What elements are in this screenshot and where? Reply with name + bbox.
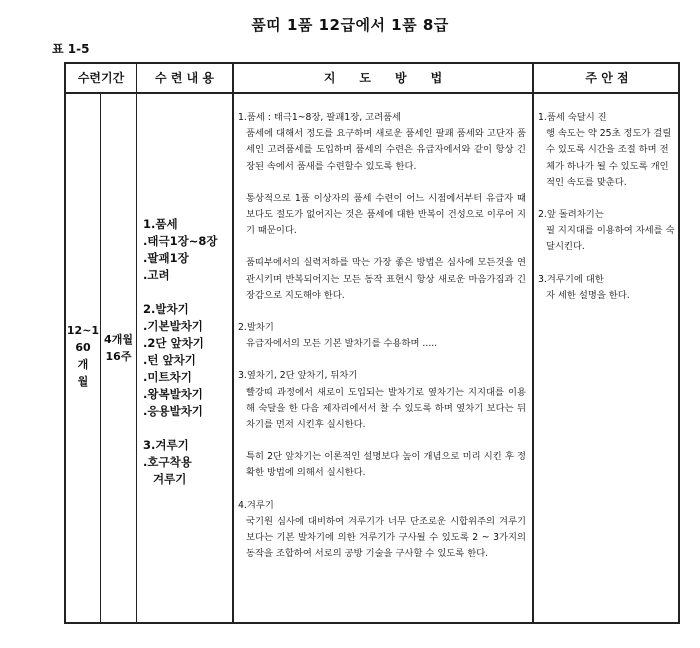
method-heading: 4.겨루기 (238, 499, 274, 511)
content-gap (143, 420, 232, 437)
header-period: 수련기간 (77, 71, 125, 85)
note-heading: 3.겨루기에 대한 (538, 273, 604, 285)
weeks-line-1: 4개월 (104, 333, 133, 346)
notes-cell (534, 110, 680, 320)
content-line: .태극1장~8장 (143, 234, 218, 248)
method-block-sparring (238, 498, 526, 563)
content-gap (143, 284, 232, 301)
content-line: .턴 앞차기 (143, 353, 196, 367)
method-heading: 3.옆차기, 2단 앞차기, 뒤차기 (238, 370, 358, 382)
page-title: 품띠 1품 12급에서 1품 8급 (251, 16, 449, 34)
content-cell (137, 216, 232, 488)
method-text: 유급자에서의 모든 기본 발차기를 수용하며 ..... (246, 338, 438, 350)
note-heading: 1.품세 숙달시 진 (538, 112, 607, 123)
method-cell (234, 110, 532, 562)
note-item-poomsae (538, 110, 676, 191)
method-block-poomsae-2 (238, 191, 526, 240)
method-text: 국기원 심사에 대비하여 겨루기가 너무 단조로운 시합위주의 겨루기보다는 기본 발차기에 의한 겨루기가 구사될 수 있도록 2 ~ 3가지의 동작을 조합하여 서로의 공방 기술을 구사할 수 있도록 한다. (246, 515, 526, 560)
method-heading: 1.품세 : 태극1~8장, 팔괘1장, 고려품세 (238, 112, 402, 123)
content-line: 3.겨루기 (143, 438, 189, 452)
note-item-kick (538, 207, 676, 256)
method-block-poomsae-3 (238, 255, 526, 304)
note-text: 행 속도는 약 25초 정도가 걸릴 수 있도록 시간을 조절 하며 전체가 하나가 될 수 있도록 개인적인 속도를 맞춘다. (546, 128, 672, 188)
content-line: .고려 (143, 268, 170, 282)
period-line-1: 12~1 (66, 324, 100, 337)
header-notes: 주 안 점 (585, 71, 629, 85)
method-text: 빨강띠 과정에서 새로이 도입되는 발차기로 옆차기는 지지대를 이용해 숙달을 한 다음 제자리에서서 찰 수 있도록 하며 옆차기 보다는 뒤차기를 먼저 시킨후 실시한다. (246, 386, 526, 431)
method-text: 품띠부에서의 실력저하를 막는 가장 좋은 방법은 심사에 모든것을 연관시키며 반복되어지는 모든 동작 표현시 항상 새로운 마음가짐과 긴장감으로 지도해야 한다. (246, 257, 526, 301)
content-line: 겨루기 (153, 472, 187, 486)
note-text: 필 지지대를 이용하여 자세를 숙달시킨다. (546, 225, 675, 253)
content-line: .호구착용 (143, 455, 192, 469)
note-item-sparring (538, 272, 676, 304)
content-line: .팔괘1장 (143, 251, 189, 265)
weeks-line-2: 16주 (105, 350, 132, 363)
header-content: 수 련 내 용 (155, 71, 214, 85)
method-heading: 2.발차기 (238, 322, 274, 334)
period-line-3: 개 (77, 358, 89, 371)
weeks-cell (101, 331, 136, 365)
content-line: .왕복발차기 (143, 387, 203, 401)
method-text: 품세에 대해서 정도를 요구하며 새로운 품세인 팔괘 품세와 고단자 품세인 고려품세를 도입하며 품세의 수련은 유급자에서와 같이 항상 긴장된 속에서 품새를 수련할수 있도록 한다. (246, 128, 526, 172)
method-text: 통상적으로 1품 이상자의 품세 수련이 어느 시점에서부터 유급자 때보다도 절도가 없어지는 것은 품세에 대한 반복이 건성으로 이루어 지기 때문이다. (246, 192, 526, 237)
curriculum-table (64, 62, 680, 624)
method-text: 특히 2단 앞차기는 이론적인 설명보다 높이 개념으로 미리 시킨 후 정확한 방법에 의해서 실시한다. (246, 451, 526, 479)
note-text: 자 세한 설명을 한다. (546, 289, 630, 301)
content-line: .미트차기 (143, 370, 192, 384)
header-method: 지 도 방 법 (323, 71, 443, 85)
content-line: .기본발차기 (143, 319, 203, 333)
table-label: 표 1-5 (52, 42, 90, 56)
period-line-4: 월 (77, 375, 89, 388)
content-line: .2단 앞차기 (143, 336, 204, 350)
period-line-2: 60 (75, 341, 91, 354)
content-line: 2.발차기 (143, 302, 189, 316)
content-line: .응용발차기 (143, 404, 203, 418)
period-cell (66, 322, 100, 390)
method-block-side-kick (238, 368, 526, 433)
method-block-double-kick (238, 449, 526, 481)
note-heading: 2.앞 돌려차기는 (538, 209, 604, 221)
method-block-poomsae (238, 110, 526, 175)
content-line: 1.품세 (143, 217, 178, 231)
method-block-kicks (238, 320, 526, 352)
